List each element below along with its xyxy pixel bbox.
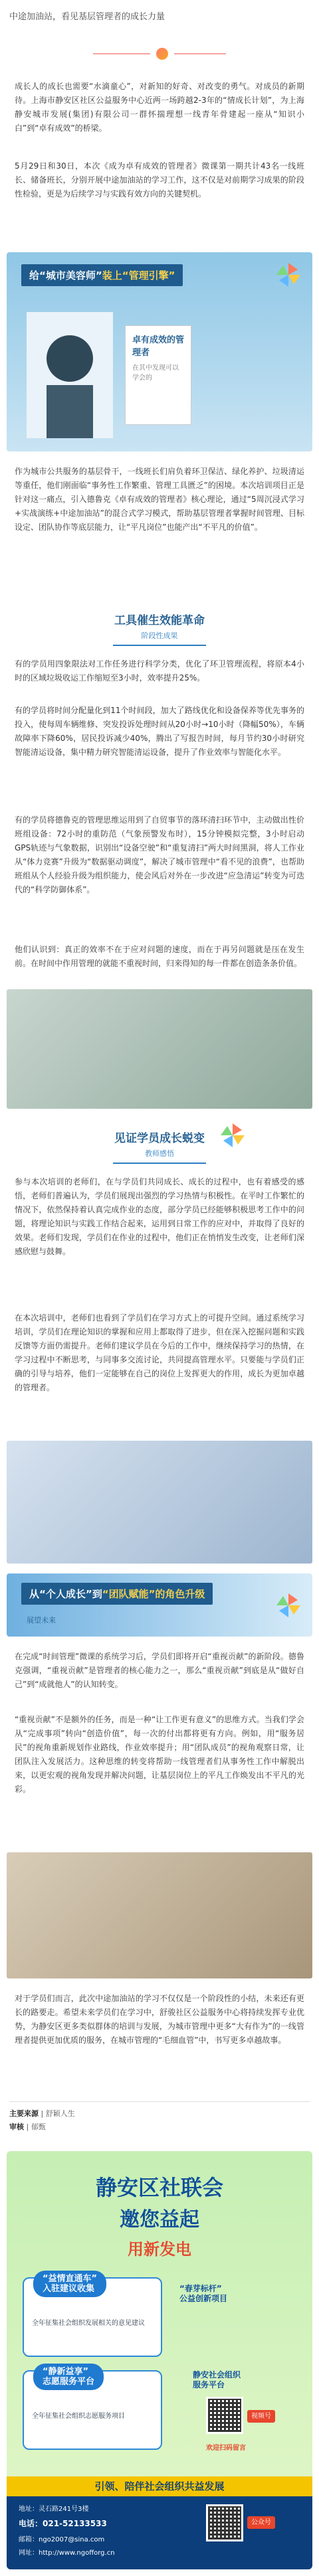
paragraph-event: 5月29日和30日，本次《成为卓有成效的管理者》微课第一期共计43名一线班长、储备班长，分别开展中途加油站的学习工作，这不仅是对前期学习成果的阶段性检验，更是为后续学习与实践有效方向的关键契机。 [15, 161, 304, 199]
qr-label-official: 公众号 [247, 2516, 275, 2529]
poster-phone: 电话：021-52133533 [19, 2519, 107, 2528]
tag-innovation: “春芽标杆” 公益创新项目 [179, 2284, 228, 2303]
paragraph-result-2: 有的学员将时间分配量化到11个时间段，加大了路线优化和设备保养等优先事务的投入，使每周车辆维修、突发投诉处理时间从20小时→10小时（降幅50%），车辆故障率下降60%，居民投诉减少40%，腾出了写报告时间，每月节约30小时研究智能清运设备，集中精力研究智能清运设备，提升了作业效率与智能化水平。 [15, 706, 304, 757]
poster-subhead: 邀您益起 [120, 2208, 199, 2231]
byline: 主要来源 | 舒颖人生 [9, 2109, 75, 2118]
banner-subtitle: 展望未来 [27, 1616, 56, 1625]
group-photo [7, 1441, 312, 1564]
paragraph-result-1: 有的学员用四象限法对工作任务进行科学分类，优化了环卫管理流程，将原本4小时的区域垃圾收运工作缩短至3小时，效率提升25%。 [15, 659, 304, 683]
article-intro: 中途加油站，看见基层管理者的成长力量 [9, 12, 165, 22]
tag-scan: 欢迎扫码留言 [206, 2445, 246, 2452]
poster-website: 网址：http://www.ngofforg.cn [19, 2549, 115, 2557]
pinwheel-icon [275, 1592, 302, 1619]
paragraph-result-3: 有的学员将德鲁克的管理思维运用到了自贸事节的落环清扫环节中，主动做出性价班组设备：72小时的重防范（气象预警发布时），15分钟模拟完整，3小时启动GPS轨迹与气象数据，识别出“设备空驶”和“重复清扫”两大时间黑洞，将人工作业从“体力竞赛”升级为“数据驱动调度”，解决了城市管理中“看不见的浪费”，也帮助班组从个人经验升级为组织能力，使会风后对外在一步改进“应急清运”转变为可迭代的“科学防御体系”。 [15, 815, 304, 894]
classroom-photo [7, 989, 312, 1109]
qr-code-icon[interactable] [206, 2504, 243, 2541]
poster-address: 地址：灵石路241号3楼 [19, 2506, 89, 2513]
promo-poster [7, 2151, 312, 2569]
decorative-divider [93, 46, 226, 61]
poster-ribbon: 引领、陪伴社会组织共益发展 [7, 2476, 312, 2496]
banner-manager-engine [7, 252, 312, 451]
qr-label-video: 视频号 [247, 2410, 275, 2423]
paragraph-teacher-1: 参与本次培训的老师们，在与学员们共同成长、成长的过程中，也有着感受的感悟，老师们普遍认为，学员们展现出强烈的学习热情与积极性。在平时工作繁忙的情况下，依然保持着认真完成作业的态度，部分学员已经能够积极思考工作中的问题，将理论知识与实践工作结合起来，运用到日常工作的应对中，并取得了良好的效果。老师们发现，学员们在作业的过程中，他们正在悄悄发生改变，让老师们深感欣慰与鼓舞。 [15, 1177, 304, 1256]
qr-code-icon[interactable] [206, 2397, 243, 2434]
card-suggestion: “益情直通车” 入驻建议收集 全年征集社会组织发展相关的意见建议 [23, 2277, 162, 2357]
poster-email: 邮箱：ngo2007@sina.com [19, 2536, 105, 2543]
paragraph-future-2: “重视贡献”不是额外的任务，而是一种“让工作更有意义”的思维方式。当我们学会从“完成事项”转向“创造价值”，每一次的付出都将更有方向。例如，用“服务居民”的视角重新规划作业路线，作业效率提升；用“团队成员”的视角观察日常，让团队注入发展活力。这种思维的转变将帮助一线管理者们从事务性工作中解脱出来，以更宏观的视角发现并解决问题，让基层岗位上的平凡工作焕发出不平凡的光彩。 [15, 1715, 304, 1794]
paragraph-future-1: 在完成“时间管理”微课的系统学习后，学员们即将开启“重视贡献”的新阶段。德鲁克强调，“重视贡献”是管理者的核心能力之一，那么“重视贡献”到底是从“做好自己”到“成就他人”的认知转变。 [15, 1652, 304, 1689]
card-volunteer: “静新益享” 志愿服务平台 全年征集社会组织志愿服务项目 [23, 2370, 162, 2450]
pinwheel-icon [275, 262, 302, 288]
poster-slogan: 用新发电 [128, 2240, 191, 2259]
paragraph-closing: 对于学员们而言，此次中途加油站的学习不仅仅是一个阶段性的小结，未来还有更长的路要走。希望未来学员们在学习中，舒骏社区公益服务中心将持续发挥专业优势，为静安区更多类似群体的培训与发展，为城市管理中更多“大有作为”的一线管理者提供更加优质的服务，在城市管理的“毛细血管”中，书写更多卓越故事。 [15, 1994, 304, 2045]
banner-team-empowerment [7, 1573, 312, 1637]
portrait-illustration-icon [27, 312, 113, 438]
paragraph-teacher-2: 在本次培训中，老师们也看到了学员们在学习方式上的可提升空间。通过系统学习培训，学员们在理论知识的掌握和应用上都取得了进步，但在深入挖掘问题和实践反馈等方面仍需提升。老师们建议学员在今后的工作中，继续保持学习的热情，在学习过程中不断思考，与同事多交流讨论，共同提高管理水平。只要能与学员们正确的引导与培养，他们一定能够在自己的岗位上发挥更大的作用，成长为更加卓越的管理者。 [15, 1313, 304, 1392]
lecture-photo [7, 1852, 312, 1978]
poster-headline: 静安区社联会 [95, 2175, 223, 2200]
paragraph-insight: 他们认识到：真正的效率不在于应对问题的速度，而在于再另问题就是压在发生前。在时间中作用管理的就能不重视时间，归来得知的每一件都在创造条条价值。 [15, 945, 304, 968]
pinwheel-icon [219, 1122, 246, 1149]
paragraph-background: 作为城市公共服务的基层骨干，一线班长们肩负着环卫保洁、绿化养护、垃圾清运等重任，他们刚面临“事务性工作繁重、管理工具匮乏”的困境。本次培训项目正是针对这一痛点，引入德鲁克《卓有成效的管理者》核心理论，通过“5周沉浸式学习+实战演练+中途加油站”的混合式学习模式，帮助基层管理者掌握时间管理、目标设定、团队协作等底层能力，让“平凡岗位”也能产出“不平凡的价值”。 [15, 467, 304, 532]
review-line: 审核 | 郁甄 [9, 2123, 46, 2131]
section-header-results: 工具催生效能革命 阶段性成果 [0, 611, 319, 646]
book-cover: 卓有成效的管理者 在其中发现可以学会的 [125, 325, 191, 425]
banner-title: 从“个人成长”到“团队赋能”的角色升级 [21, 1583, 213, 1605]
section-header-growth: 见证学员成长蜕变 教师感悟 [0, 1129, 319, 1164]
paragraph-intro: 成长人的成长也需要“水滴童心”，对新知的好奇、对改变的勇气。对成员的新期待。上海市静安区社区公益服务中心近两一场跨越2-3年的“情成长计划”，为上海静安城市发展(集团)有限公司一群怀揣理想一线青年骨建起一座从“知识小白”到“卓有成效”的桥梁。 [15, 82, 304, 133]
banner-title: 给“城市美容师”装上“管理引擎” [21, 264, 183, 286]
divider-dot-icon [156, 48, 168, 60]
tag-service-platform: 静安社会组织 服务平台 [193, 2370, 241, 2389]
